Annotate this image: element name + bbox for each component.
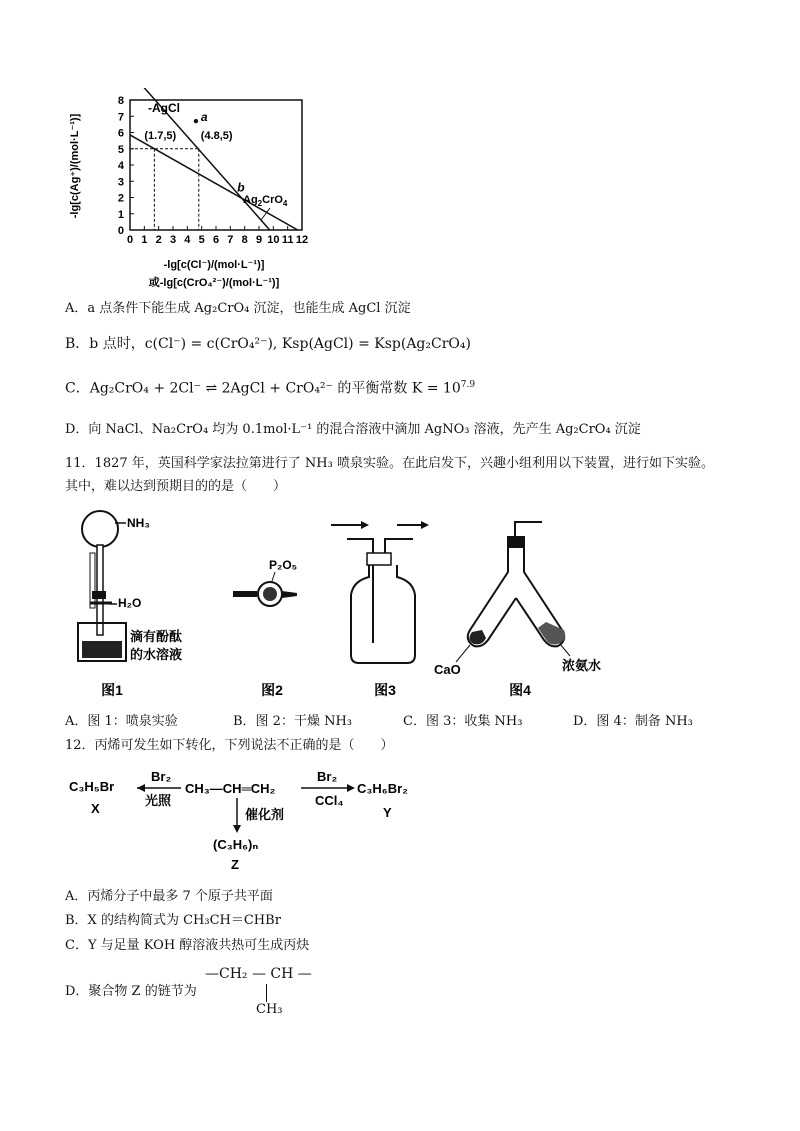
q10-option-c <box>65 376 475 398</box>
fig1-h2o-label: H₂O <box>118 596 142 610</box>
product-z-formula: (C₃H₆)ₙ <box>213 837 259 852</box>
q10-option-d: D．向 NaCl、Na₂CrO₄ 均为 0.1mol·L⁻¹ 的混合溶液中滴加 AgNO₃ 溶液，先产生 Ag₂CrO₄ 沉淀 <box>65 422 641 437</box>
y-tube-stopper <box>507 536 525 548</box>
left-arrowhead <box>137 784 145 792</box>
q10-option-a: A．a 点条件下能生成 Ag₂CrO₄ 沉淀，也能生成 AgCl 沉淀 <box>65 301 411 316</box>
drying-bulb-fill <box>263 587 277 601</box>
x-tick-label: 7 <box>227 234 234 246</box>
x-tick-label: 4 <box>184 234 191 246</box>
drying-tube-right-stem <box>282 591 297 598</box>
x-tick-label: 0 <box>126 234 134 246</box>
q12-stem: 12．丙烯可发生如下转化，下列说法不正确的是（ ） <box>65 738 394 753</box>
x-tick-label: 1 <box>141 234 148 246</box>
down-arrowhead <box>233 825 241 833</box>
bottle-body <box>351 565 415 663</box>
product-y-formula: C₃H₆Br₂ <box>357 781 408 796</box>
y-tick-label: 0 <box>117 225 124 237</box>
ksp-chart <box>60 88 330 298</box>
figure-4-y-tube <box>430 512 610 705</box>
fig4-cao-label: CaO <box>434 662 461 677</box>
q11-stem-line-2: 其中，难以达到预期目的的是（ ） <box>65 479 287 494</box>
chain-unit-methyl: CH₃ <box>256 1002 283 1017</box>
reagent-pointer <box>272 572 275 581</box>
y-tick-label: 4 <box>117 160 124 172</box>
fig4-ammonia-label: 浓氨水 <box>562 658 602 673</box>
q11-option-d: D．图 4：制备 NH₃ <box>573 714 693 729</box>
ammonia-pointer <box>560 644 570 656</box>
figure-1-fountain-apparatus <box>70 505 210 705</box>
bottle-stopper <box>367 553 391 565</box>
y-tick-label: 1 <box>117 208 124 221</box>
q12-option-c: C．Y 与足量 KOH 醇溶液共热可生成丙炔 <box>65 938 310 953</box>
dropper <box>90 553 95 608</box>
point-a-marker <box>194 119 198 123</box>
fig2-reagent-label: P₂O₅ <box>269 558 298 572</box>
x-tick-label: 11 <box>281 234 294 246</box>
x-tick-label: 9 <box>255 234 263 246</box>
x-tick-label: 5 <box>198 234 205 246</box>
beaker-liquid <box>82 641 122 658</box>
cao-pointer <box>456 645 470 662</box>
y-ticks <box>118 95 134 237</box>
left-condition: 光照 <box>145 793 172 808</box>
y-tick-label: 3 <box>117 176 124 189</box>
series-label-ag2cro4: $Ag_2CrO_4$ <box>243 194 288 208</box>
chain-unit-bond <box>266 984 267 1002</box>
chain-unit-main: —CH₂ — CH — <box>205 966 312 982</box>
product-x-label: X <box>91 801 100 816</box>
q10-option-c-text: C．Ag₂CrO₄ + 2Cl⁻ ⇌ 2AgCl + CrO₄²⁻ 的平衡常数 K = 10 <box>65 380 461 397</box>
x-tick-label: 10 <box>267 234 280 246</box>
outflow-arrowhead <box>421 521 429 529</box>
right-reagent: Br₂ <box>317 769 338 784</box>
fig4-caption: 图4 <box>509 682 531 698</box>
right-condition: CCl₄ <box>315 793 344 808</box>
chart-grid <box>130 149 199 230</box>
fig3-caption: 图3 <box>374 682 396 698</box>
product-y-label: Y <box>383 805 392 820</box>
chart-frame <box>130 100 302 230</box>
y-tick-label: 8 <box>117 95 124 107</box>
point-4-8-5-label: (4.8,5) <box>200 129 233 142</box>
x-tick-label: 8 <box>241 234 248 246</box>
q12-option-d: D．聚合物 Z 的链节为 <box>65 984 197 999</box>
product-z-label: Z <box>231 857 239 872</box>
propene-formula: CH₃—CH═CH₂ <box>185 781 276 796</box>
propene-reaction-scheme <box>65 765 445 875</box>
cao-solid <box>469 630 486 644</box>
ammonia-liquid <box>538 622 565 645</box>
x-tick-label: 3 <box>169 234 177 246</box>
point-a-label: a <box>200 110 208 125</box>
inflow-arrowhead <box>361 521 369 529</box>
figure-2-drying-tube <box>225 555 325 705</box>
x-axis-label-2: 或-lg[c(CrO₄²⁻)/(mol·L⁻¹)] <box>148 277 280 289</box>
q11-option-a: A．图 1：喷泉实验 <box>65 714 178 729</box>
y-tick-label: 2 <box>117 192 124 205</box>
glass-tube <box>97 545 103 635</box>
y-axis-label: -lg[c(Ag⁺)/(mol·L⁻¹)] <box>69 113 81 219</box>
series-label-agcl: -AgCl <box>148 101 180 115</box>
ag2cro4-line <box>130 135 298 230</box>
fig1-solution-label-1: 滴有酚酞 <box>130 629 183 644</box>
x-tick-label: 12 <box>295 234 309 246</box>
q10-option-b: B．b 点时，c(Cl⁻) = c(CrO₄²⁻), Ksp(AgCl) = Ksp(Ag₂CrO₄) <box>65 336 471 352</box>
fig1-caption: 图1 <box>101 682 123 698</box>
figure-3-gas-bottle <box>325 515 435 705</box>
q11-stem-line-1: 11．1827 年，英国科学家法拉第进行了 NH₃ 喷泉实验。在此启发下，兴趣小组利用以下装置，进行如下实验。 <box>65 456 714 471</box>
q11-option-b: B．图 2：干燥 NH₃ <box>233 714 353 729</box>
drying-tube-left-stem <box>233 591 257 597</box>
down-condition: 催化剂 <box>245 807 285 822</box>
y-tick-label: 7 <box>117 111 124 124</box>
x-axis-label-1: -lg[c(Cl⁻)/(mol·L⁻¹)] <box>163 259 265 271</box>
q11-option-c: C．图 3：收集 NH₃ <box>403 714 523 729</box>
round-bottom-flask <box>82 511 118 547</box>
fig1-nh3-label: NH₃ <box>127 516 150 530</box>
q12-option-a: A．丙烯分子中最多 7 个原子共平面 <box>65 889 273 904</box>
q10-option-c-exponent: 7.9 <box>460 380 476 390</box>
fig2-caption: 图2 <box>261 682 283 698</box>
fig1-solution-label-2: 的水溶液 <box>130 647 183 662</box>
point-b-label: b <box>237 180 245 195</box>
right-arrowhead <box>347 784 355 792</box>
q12-option-b: B．X 的结构简式为 CH₃CH＝CHBr <box>65 913 281 928</box>
left-reagent: Br₂ <box>151 769 172 784</box>
stopper <box>92 591 106 599</box>
x-tick-label: 6 <box>212 234 220 246</box>
x-tick-label: 2 <box>155 234 162 246</box>
point-1-7-5-label: (1.7,5) <box>144 129 177 142</box>
y-tick-label: 5 <box>117 143 124 156</box>
y-tick-label: 6 <box>117 127 124 140</box>
product-x-formula: C₃H₅Br <box>69 779 115 794</box>
